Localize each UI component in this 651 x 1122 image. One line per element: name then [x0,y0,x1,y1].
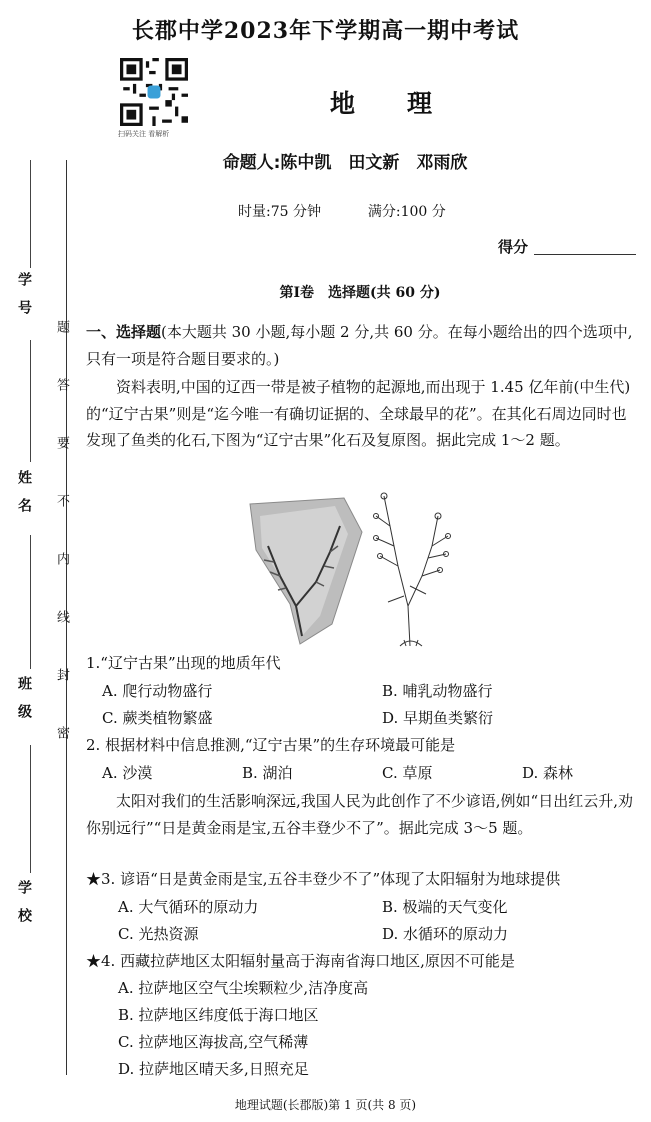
school-blank[interactable] [30,745,31,873]
material-1: 资料表明,中国的辽西一带是被子植物的起源地,而出现于 1.45 亿年前(中生代)的“辽宁古果”则是“迄今唯一有确切证据的、全球最早的花”。在其化石周边同时也发现了鱼类的化石,下图为“辽宁古果”化石及复原图。据此完成 1～2 题。 [86,378,631,449]
time-limit-text: 时量:75 分钟 [238,204,321,220]
question-1-option-b[interactable]: B. 哺乳动物盛行 [382,682,493,700]
question-3-option-c[interactable]: C. 光热资源 [118,925,199,943]
qr-code-icon[interactable] [120,58,188,126]
name-label: 姓 名 [16,470,32,512]
question-3-option-a[interactable]: A. 大气循环的原动力 [118,898,259,916]
seal-char: 密 [54,726,69,739]
material-2: 太阳对我们的生活影响深远,我国人民为此创作了不少谚语,例如“日出红云升,劝你别远行”“日是黄金雨是宝,五谷丰登少不了”。据此完成 3～5 题。 [86,792,633,837]
question-3-option-b[interactable]: B. 极端的天气变化 [382,898,508,916]
question-4-option-d[interactable]: D. 拉萨地区晴天多,日照充足 [118,1060,309,1078]
seal-char: 内 [54,552,69,565]
question-4-stem: ★4. 西藏拉萨地区太阳辐射量高于海南省海口地区,原因不可能是 [86,952,515,970]
question-4-option-a[interactable]: A. 拉萨地区空气尘埃颗粒少,洁净度高 [118,979,369,997]
seal-char: 不 [54,494,69,507]
student-id-blank[interactable] [30,160,31,268]
part-instructions [86,319,638,372]
qr-caption: 扫码关注 看解析 [118,130,170,138]
fossil-figure [240,486,460,648]
question-3-option-d[interactable]: D. 水循环的原动力 [382,925,509,943]
question-2-option-b[interactable]: B. 湖泊 [242,764,293,782]
question-2-stem: 2. 根据材料中信息推测,“辽宁古果”的生存环境最可能是 [86,736,456,754]
question-1-stem: 1.“辽宁古果”出现的地质年代 [86,654,281,672]
part-text: (本大题共 30 小题,每小题 2 分,共 60 分。在每小题给出的四个选项中,只有一项是符合题目要求的。) [86,323,633,368]
reconstruction-drawing [374,493,451,646]
page-footer: 地理试题(长郡版)第 1 页(共 8 页) [234,1098,417,1112]
section-title: 第Ⅰ卷 选择题(共 60 分) [279,285,441,301]
question-4-option-b[interactable]: B. 拉萨地区纬度低于海口地区 [118,1006,319,1024]
student-id-label: 学 号 [16,272,32,314]
question-4-option-c[interactable]: C. 拉萨地区海拔高,空气稀薄 [118,1033,309,1051]
part-label: 一、选择题 [86,323,162,341]
fossil-image [250,498,362,644]
question-2-option-a[interactable]: A. 沙漠 [102,764,153,782]
school-label: 学 校 [16,880,32,922]
seal-char: 题 [54,320,69,333]
seal-char: 要 [54,436,69,449]
seal-char: 封 [54,668,69,681]
class-label: 班 级 [16,676,32,718]
seal-char: 答 [54,378,69,391]
name-blank[interactable] [30,340,31,462]
score-blank[interactable] [534,254,636,255]
exam-title: 长郡中学2023年下学期高一期中考试 [131,18,520,44]
question-2-option-d[interactable]: D. 森林 [522,764,574,782]
question-1-option-c[interactable]: C. 蕨类植物繁盛 [102,709,213,727]
full-score-text: 满分:100 分 [367,204,446,220]
authors-line: 命题人:陈中凯 田文新 邓雨欣 [222,153,468,173]
question-1-option-d[interactable]: D. 早期鱼类繁衍 [382,709,494,727]
question-1-option-a[interactable]: A. 爬行动物盛行 [102,682,213,700]
subject-title: 地理 [330,89,485,118]
score-label: 得分 [498,238,529,256]
time-limit [238,201,446,221]
seal-char: 线 [54,610,69,623]
question-3-stem: ★3. 谚语“日是黄金雨是宝,五谷丰登少不了”体现了太阳辐射为地球提供 [86,870,561,888]
question-2-option-c[interactable]: C. 草原 [382,764,433,782]
class-blank[interactable] [30,535,31,669]
